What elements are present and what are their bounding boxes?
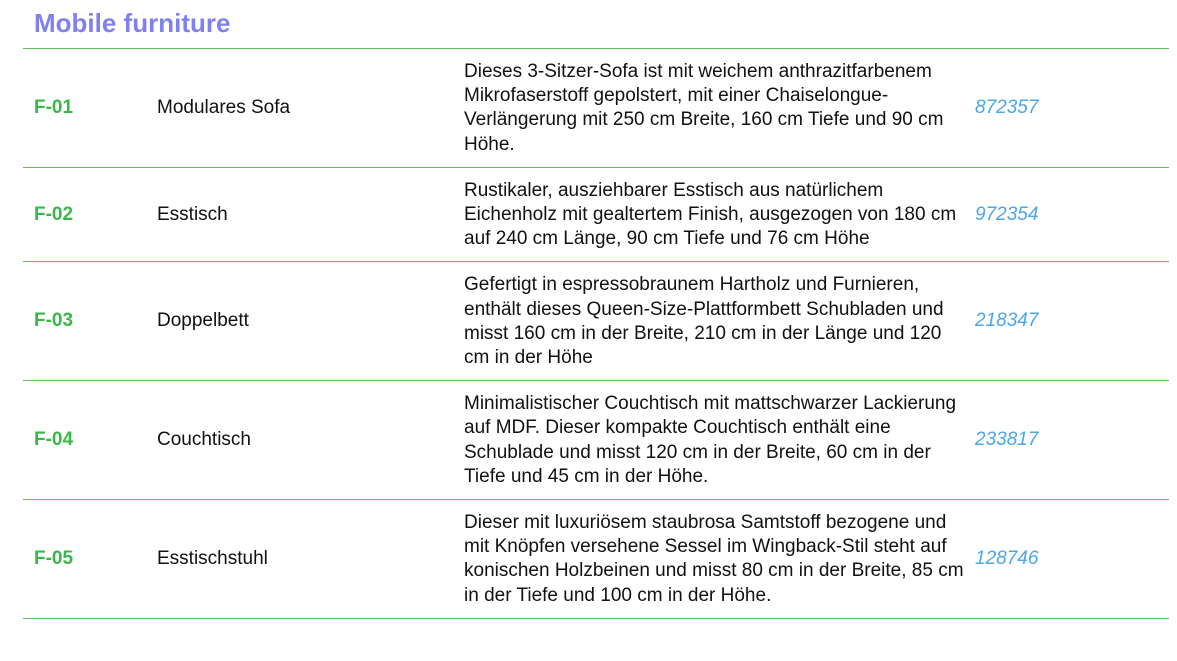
item-code: F-03 bbox=[34, 310, 74, 332]
item-description: Rustikaler, ausziehbarer Esstisch aus natürlichem Eichenholz mit gealtertem Finish, ausgezogen von 180 cm auf 240 cm Länge, 90 cm Tiefe und 76 cm Höhe bbox=[464, 179, 957, 250]
item-description: Gefertigt in espressobraunem Hartholz und Furnieren, enthält dieses Queen-Size-Plattformbett Schubladen und misst 160 cm in der Breite, 210 cm in der Länge und 120 cm in der Höhe bbox=[464, 274, 944, 369]
item-code: F-01 bbox=[34, 96, 74, 118]
table-row bbox=[23, 381, 1169, 500]
item-code: F-04 bbox=[34, 429, 74, 451]
item-description: Minimalistischer Couchtisch mit mattschwarzer Lackierung auf MDF. Dieser kompakte Couchtisch enthält eine Schublade und misst 120 cm in der Breite, 60 cm in der Tiefe und 45 cm in der Höhe. bbox=[464, 393, 957, 487]
item-number: 972354 bbox=[975, 203, 1039, 225]
item-number: 233817 bbox=[975, 429, 1039, 451]
item-name: Esstisch bbox=[157, 203, 228, 225]
page-title: Mobile furniture bbox=[34, 8, 231, 38]
table-row bbox=[23, 168, 1169, 263]
item-code: F-02 bbox=[34, 203, 74, 225]
furniture-table bbox=[23, 48, 1169, 619]
item-number: 872357 bbox=[975, 96, 1039, 118]
item-number: 218347 bbox=[975, 310, 1039, 332]
table-row bbox=[23, 49, 1169, 168]
item-code: F-05 bbox=[34, 547, 74, 569]
item-name: Esstischstuhl bbox=[157, 547, 268, 569]
table-row bbox=[23, 262, 1169, 381]
item-name: Doppelbett bbox=[157, 310, 249, 332]
table-row bbox=[23, 500, 1169, 619]
item-number: 128746 bbox=[975, 547, 1039, 569]
item-description: Dieses 3-Sitzer-Sofa ist mit weichem anthrazitfarbenem Mikrofaserstoff gepolstert, mit einer Chaiselongue-Verlängerung mit 250 cm Breite, 160 cm Tiefe und 90 cm Höhe. bbox=[464, 61, 944, 155]
item-description: Dieser mit luxuriösem staubrosa Samtstoff bezogene und mit Knöpfen versehene Sessel im Wingback-Stil steht auf konischen Holzbeinen und misst 80 cm in der Breite, 85 cm in der Tiefe und 100 cm in der Höhe. bbox=[464, 512, 964, 606]
item-name: Modulares Sofa bbox=[157, 96, 291, 118]
item-name: Couchtisch bbox=[157, 429, 251, 451]
